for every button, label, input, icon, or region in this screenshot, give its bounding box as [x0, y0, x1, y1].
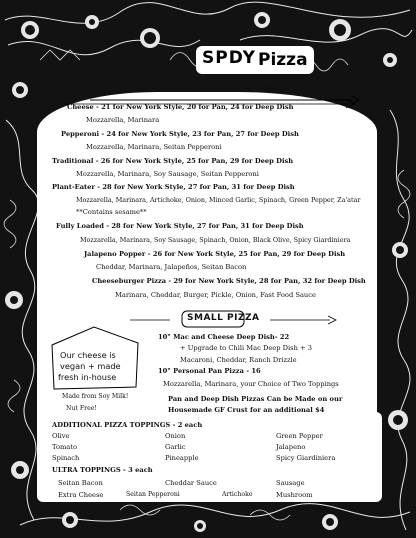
- pizza-prices: - 24 for New York Style, 23 for Pan, 27 for Deep Dish: [99, 130, 299, 138]
- pizza-pepperoni-toppings: Mozzarella, Marinara, Seitan Pepperoni: [86, 143, 222, 151]
- chili-mac-upgrade: + Upgrade to Chili Mac Deep Dish + 3: [180, 344, 313, 352]
- pizza-name: Cheese: [67, 103, 94, 111]
- pan-size: Pan Pizza is 12": [205, 83, 268, 92]
- pizza-cheese-toppings: Mozzarella, Marinara: [86, 116, 160, 124]
- topping-item: Green Pepper: [276, 432, 323, 440]
- pizza-prices: - 29 for New York Style, 28 for Pan, 32 for Deep Dish: [166, 277, 366, 285]
- gf-crust-line-1: Pan and Deep Dish Pizzas Can be Made on our: [168, 395, 343, 403]
- deep-dish-size: Deep Dish is 12": [131, 83, 196, 92]
- note-line-3: fresh in-house: [58, 372, 117, 382]
- ultra-toppings-heading: [52, 466, 153, 474]
- small-pizza-title: SMALL PIZZA: [187, 313, 260, 323]
- pizza-name: Traditional: [52, 157, 94, 165]
- topping-item: Tomato: [52, 443, 78, 451]
- new-york-size: New York Style is 14": [262, 83, 346, 92]
- ultra-topping-item: Sausage: [276, 479, 305, 487]
- topping-item: Spinach: [52, 454, 80, 462]
- mac-cheese-title: 10" Mac and Cheese Deep Dish- 22: [158, 333, 290, 341]
- soy-milk-note: Made from Soy Milk!: [62, 393, 129, 400]
- pizza-name: Plant-Eater: [52, 183, 95, 191]
- ultra-topping-item: Extra Cheese: [58, 491, 104, 499]
- topping-item: Onion: [165, 432, 186, 440]
- logo-word-2: Pizza: [258, 50, 308, 70]
- pizza-plant-eater-toppings: Mozzarella, Marinara, Artichoke, Onion, Minced Garlic, Spinach, Green Pepper, Za'atar: [76, 196, 361, 204]
- logo: [196, 46, 314, 74]
- ultra-title: ULTRA TOPPINGS: [52, 466, 121, 474]
- small-pizza-heading: [181, 310, 281, 330]
- topping-item: Olive: [52, 432, 70, 440]
- personal-pan-title: 10" Personal Pan Pizza - 16: [158, 367, 261, 375]
- topping-item: Pineapple: [165, 454, 199, 462]
- ultra-topping-item: Artichoke: [222, 491, 253, 498]
- pizza-name: Fully Loaded: [56, 222, 104, 230]
- topping-item: Jalapeno: [276, 443, 306, 451]
- pizza-prices: - 21 for New York Style, 20 for Pan, 24 for Deep Dish: [93, 103, 294, 111]
- additional-price: - 2 each: [170, 421, 203, 429]
- pizza-cheeseburger-title: [92, 277, 366, 285]
- pizza-name: Jalapeno Popper: [84, 250, 146, 258]
- nut-free-note: Nut Free!: [66, 405, 97, 412]
- pizza-prices: - 28 for New York Style, 27 for Pan, 31 for Deep Dish: [94, 183, 295, 191]
- pizza-jalapeno-popper-toppings: Cheddar, Marinara, Jalapeños, Seitan Bacon: [96, 263, 247, 271]
- pizza-traditional-title: [52, 157, 293, 165]
- pizza-fully-loaded-title: [56, 222, 304, 230]
- ultra-topping-item: Seitan Bacon: [58, 479, 103, 487]
- pizza-prices: - 28 for New York Style, 27 for Pan, 31 for Deep Dish: [103, 222, 304, 230]
- mac-cheese-toppings: Macaroni, Cheddar, Ranch Drizzle: [180, 356, 297, 364]
- topping-item: Garlic: [165, 443, 186, 451]
- pizza-name: Cheeseburger Pizza: [92, 277, 167, 285]
- pizza-cheeseburger-toppings: Marinara, Cheddar, Burger, Pickle, Onion, Fast Food Sauce: [115, 291, 316, 299]
- note-line-2: vegan + made: [60, 361, 121, 371]
- pizza-plant-eater-note: **Contains sesame**: [76, 208, 147, 216]
- ultra-topping-item: Seitan Pepperoni: [126, 491, 180, 498]
- gf-crust-line-2: Housemade GF Crust for an additional $4: [168, 406, 325, 414]
- pizza-traditional-toppings: Mozzarella, Marinara, Soy Sausage, Seitan Pepperoni: [76, 170, 259, 178]
- note-line-1: Our cheese is: [60, 350, 116, 360]
- vegan-cheese-note: [48, 325, 142, 399]
- pizza-pepperoni-title: [61, 130, 299, 138]
- logo-word-1: SPDY: [202, 48, 256, 68]
- additional-title: ADDITIONAL PIZZA TOPPINGS: [52, 421, 171, 429]
- pizza-prices: - 26 for New York Style, 25 for Pan, 29 for Deep Dish: [145, 250, 346, 258]
- ultra-price: - 3 each: [120, 466, 153, 474]
- ultra-topping-item: Mushroom: [276, 491, 313, 499]
- personal-pan-toppings: Mozzarella, Marinara, your Choice of Two Toppings: [163, 380, 339, 388]
- pizza-size-info: [85, 81, 375, 97]
- pizza-prices: - 26 for New York Style, 25 for Pan, 29 for Deep Dish: [93, 157, 294, 165]
- pizza-cheese-title: [67, 103, 293, 111]
- additional-toppings-heading: [52, 421, 202, 429]
- pizza-jalapeno-popper-title: [84, 250, 345, 258]
- pizza-fully-loaded-toppings: Mozzarella, Marinara, Soy Sausage, Spinach, Onion, Black Olive, Spicy Giardiniera: [80, 236, 351, 244]
- pizza-name: Pepperoni: [61, 130, 100, 138]
- topping-item: Spicy Giardiniera: [276, 454, 336, 462]
- pizza-plant-eater-title: [52, 183, 295, 191]
- ultra-topping-item: Cheddar Sauce: [165, 479, 217, 487]
